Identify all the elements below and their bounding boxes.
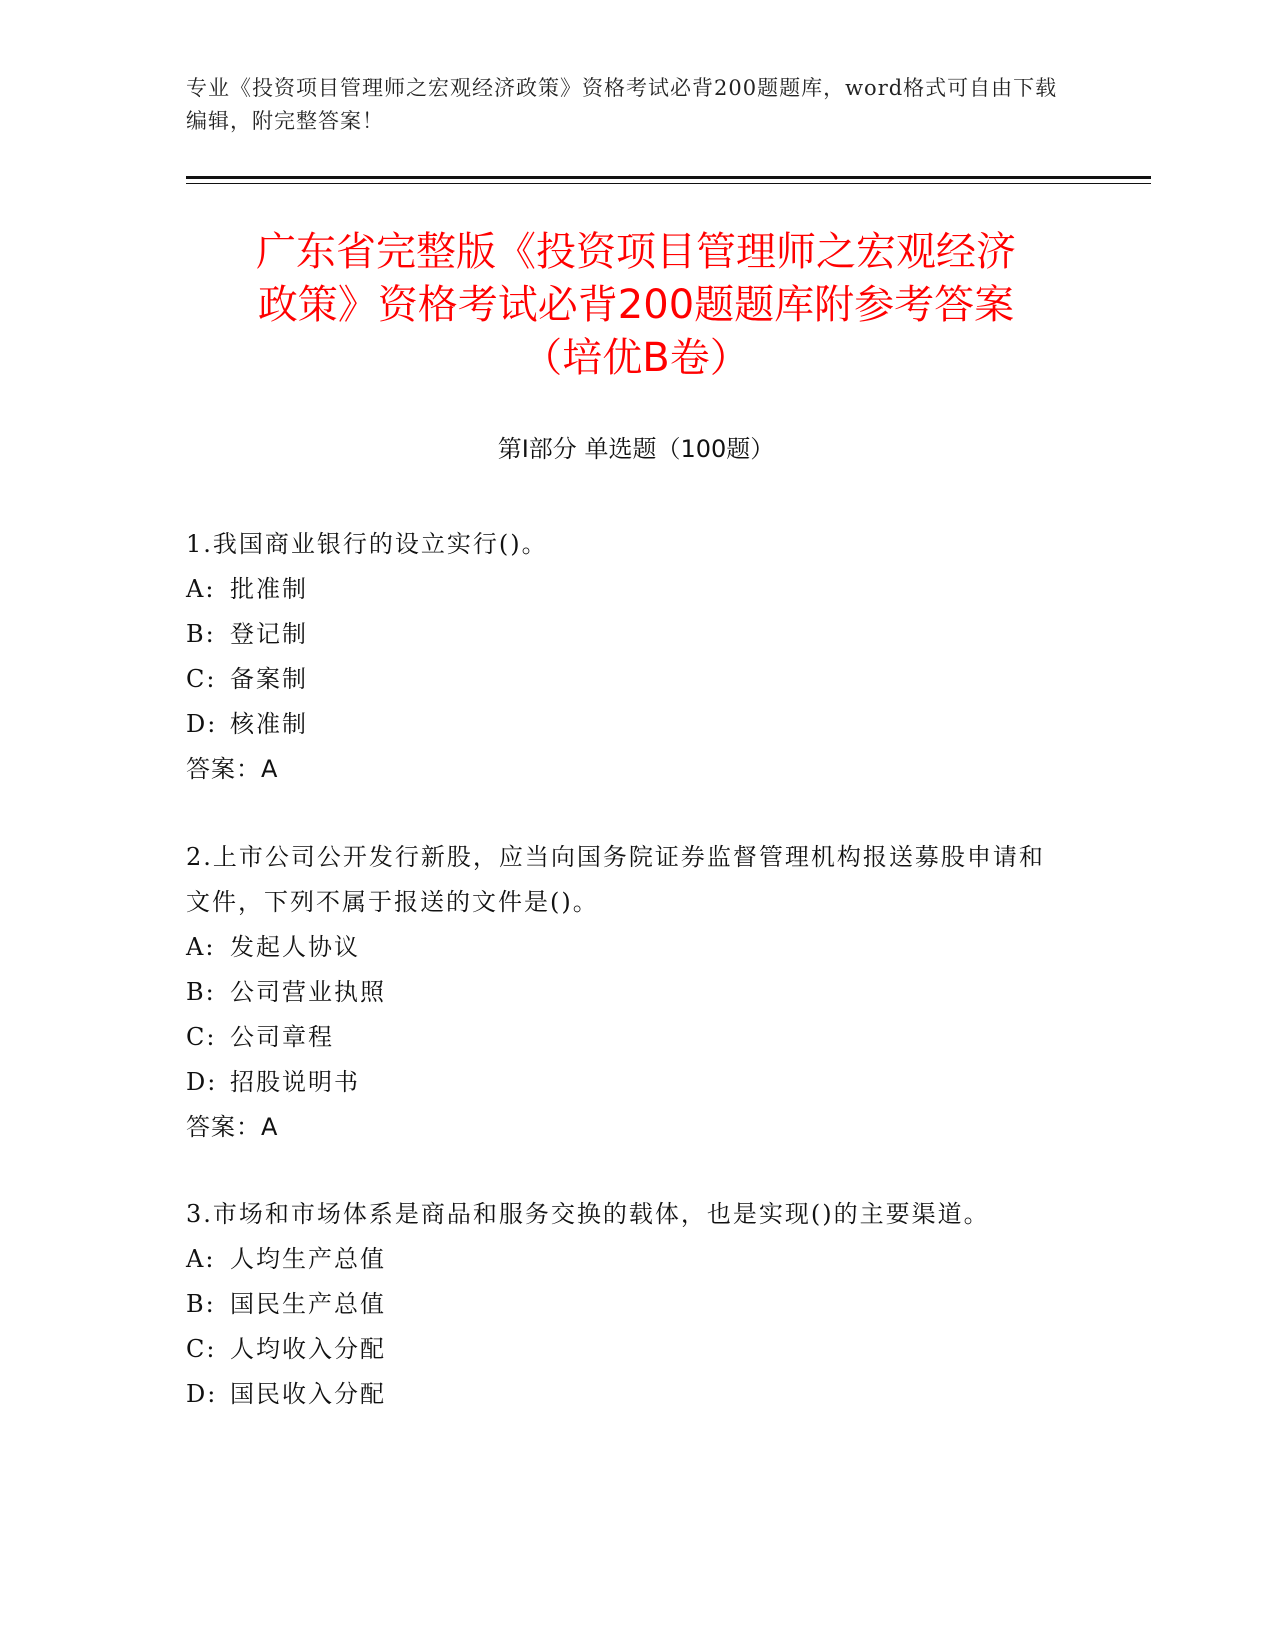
option-text: 人均生产总值: [230, 1245, 386, 1273]
option-a: [186, 925, 1066, 970]
document-title-line-3: （培优B卷）: [522, 335, 750, 381]
option-key: D:: [186, 1068, 218, 1096]
option-text: 国民生产总值: [230, 1290, 386, 1318]
option-text: 公司章程: [230, 1023, 334, 1051]
question-stem: 1.我国商业银行的设立实行()。: [186, 530, 548, 558]
header-rule-thick: [186, 176, 1151, 179]
option-key: C:: [186, 665, 217, 693]
option-text: 国民收入分配: [230, 1380, 386, 1408]
option-key: D:: [186, 710, 218, 738]
header-rule-thin: [186, 183, 1151, 184]
option-key: B:: [186, 1290, 216, 1318]
option-text: 备案制: [230, 665, 308, 693]
option-key: A:: [186, 1245, 216, 1273]
option-key: C:: [186, 1023, 217, 1051]
question-stem: 3.市场和市场体系是商品和服务交换的载体，也是实现()的主要渠道。: [186, 1200, 990, 1228]
option-text: 发起人协议: [230, 933, 360, 961]
document-title: [186, 226, 1086, 385]
option-key: D:: [186, 1380, 218, 1408]
header-note: 专业《投资项目管理师之宏观经济政策》资格考试必背200题题库，word格式可自由下载编辑，附完整答案！: [186, 76, 1058, 133]
option-text: 核准制: [230, 710, 308, 738]
document-title-line-1: 广东省完整版《投资项目管理师之宏观经济: [256, 229, 1016, 275]
option-d: [186, 702, 1066, 747]
option-text: 招股说明书: [230, 1068, 360, 1096]
answer: 答案：A: [186, 1113, 279, 1141]
option-c: [186, 657, 1066, 702]
section-title: 第I部分 单选题（100题）: [497, 435, 775, 463]
option-key: B:: [186, 978, 216, 1006]
option-d: [186, 1372, 1066, 1417]
option-text: 批准制: [230, 575, 308, 603]
option-b: [186, 612, 1066, 657]
option-c: [186, 1015, 1066, 1060]
document-title-line-2: 政策》资格考试必背200题题库附参考答案: [257, 282, 1015, 328]
option-text: 人均收入分配: [230, 1335, 386, 1363]
question-2: [186, 835, 1066, 1150]
option-a: [186, 1237, 1066, 1282]
option-key: A:: [186, 575, 216, 603]
question-stem: 2.上市公司公开发行新股，应当向国务院证券监督管理机构报送募股申请和文件，下列不属于报送的文件是()。: [186, 843, 1045, 916]
option-text: 公司营业执照: [230, 978, 386, 1006]
option-a: [186, 567, 1066, 612]
option-key: A:: [186, 933, 216, 961]
answer: 答案：A: [186, 755, 279, 783]
option-d: [186, 1060, 1066, 1105]
question-3: [186, 1192, 1066, 1417]
option-b: [186, 970, 1066, 1015]
option-key: B:: [186, 620, 216, 648]
question-1: [186, 522, 1066, 792]
option-c: [186, 1327, 1066, 1372]
option-text: 登记制: [230, 620, 308, 648]
option-key: C:: [186, 1335, 217, 1363]
option-b: [186, 1282, 1066, 1327]
